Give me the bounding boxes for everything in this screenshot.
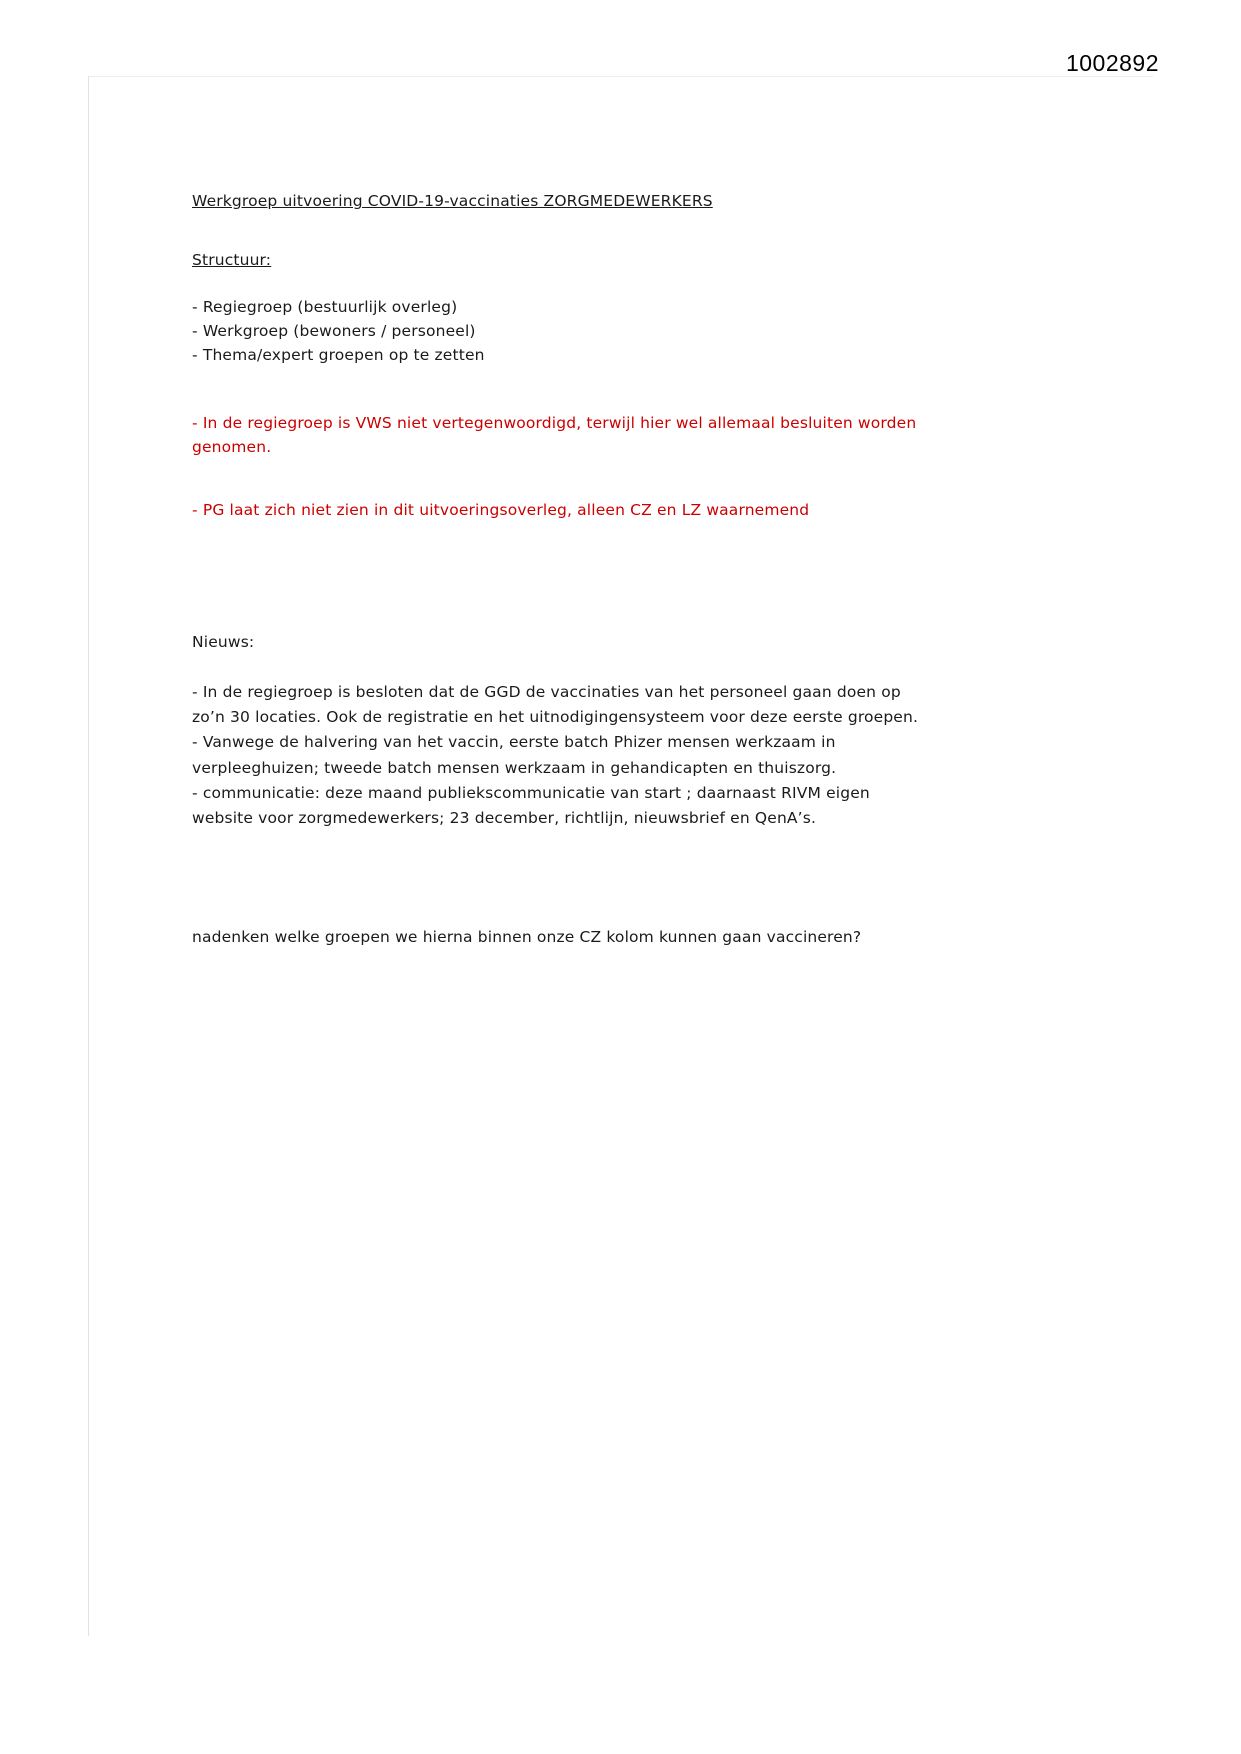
remark-vws: - In de regiegroep is VWS niet vertegenwoordigd, terwijl hier wel allemaal besluiten worden genomen. [192,413,917,457]
list-item: - Thema/expert groepen op te zetten [192,345,485,364]
scan-edge-left [88,76,89,1636]
list-item: - In de regiegroep is besloten dat de GGD de vaccinaties van het personeel gaan doen op zo’n 30 locaties. Ook de registratie en het uitnodigingensysteem voor deze eerste groepen. [192,683,919,727]
scan-edge-top [88,76,1153,77]
document-body [192,190,932,831]
list-item: - communicatie: deze maand publiekscommunicatie van start ; daarnaast RIVM eigen website voor zorgmedewerkers; 23 december, richtlijn, nieuwsbrief en QenA’s. [192,783,870,827]
remark-pg: - PG laat zich niet zien in dit uitvoeringsoverleg, alleen CZ en LZ waarnemend [192,501,810,520]
list-item: - Vanwege de halvering van het vaccin, eerste batch Phizer mensen werkzaam in verpleeghuizen; tweede batch mensen werkzaam in gehandicapten en thuiszorg. [192,733,837,777]
closing-note: nadenken welke groepen we hierna binnen onze CZ kolom kunnen gaan vaccineren? [192,928,862,946]
structure-list [192,295,932,367]
structure-heading: Structuur: [192,251,272,270]
news-list [192,680,932,831]
document-title: Werkgroep uitvoering COVID-19-vaccinaties ZORGMEDEWERKERS [192,192,713,210]
list-item: - Werkgroep (bewoners / personeel) [192,321,476,340]
news-heading: Nieuws: [192,632,255,651]
section-spacer [192,523,932,631]
list-item: - Regiegroep (bestuurlijk overleg) [192,297,458,316]
document-number: 1002892 [1065,50,1159,76]
